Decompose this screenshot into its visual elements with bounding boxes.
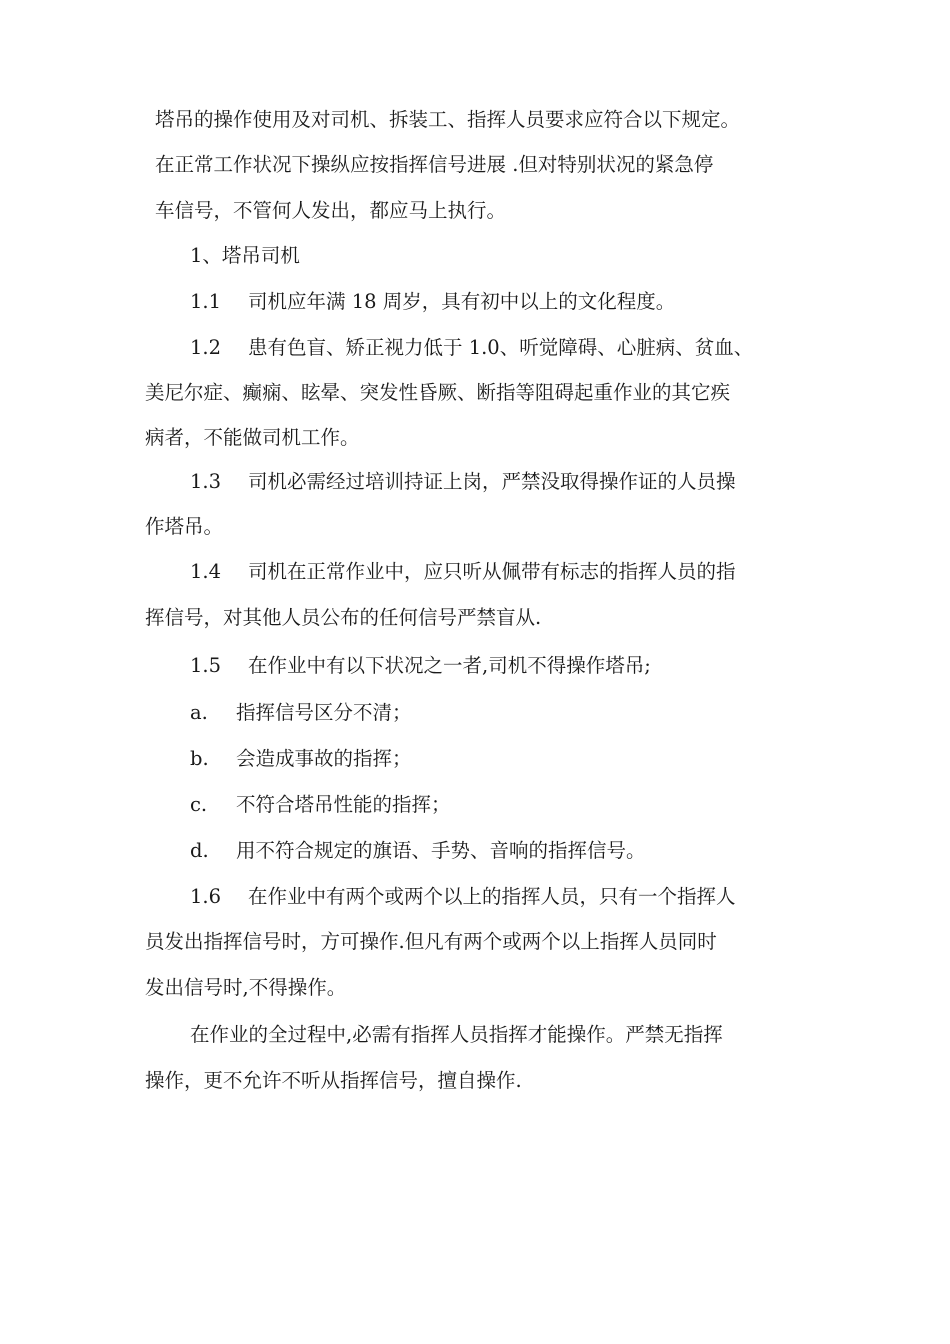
item-1-5: [190, 652, 870, 680]
sub-item-letter: c.: [190, 793, 208, 816]
intro-line: 车信号，不管何人发出，都应马上执行。: [155, 199, 507, 222]
sub-item-text: 不符合塔吊性能的指挥；: [236, 793, 451, 816]
item-number: 1.5: [190, 654, 222, 677]
item-1-1: [190, 288, 870, 316]
sub-item-a: [190, 699, 870, 727]
item-text: 在作业中有两个或两个以上的指挥人员，只有一个指挥人: [248, 885, 736, 908]
sub-item-text: 指挥信号区分不清；: [236, 701, 412, 724]
item-number: 1.4: [190, 560, 222, 583]
sub-item-letter: b.: [190, 747, 209, 770]
sub-item-letter: a.: [190, 701, 208, 724]
item-continuation: 美尼尔症、癫痫、眩晕、突发性昏厥、断指等阻碍起重作业的其它疾: [145, 381, 731, 404]
item-text: 司机必需经过培训持证上岗，严禁没取得操作证的人员操: [248, 470, 736, 493]
item-1-2: [190, 334, 870, 362]
item-text: 司机在正常作业中，应只听从佩带有标志的指挥人员的指: [248, 560, 736, 583]
item-number: 1.1: [190, 290, 222, 313]
item-continuation: 发出信号时,不得操作。: [145, 976, 347, 999]
item-continuation: 员发出指挥信号时，方可操作.但凡有两个或两个以上指挥人员同时: [145, 930, 717, 953]
sub-item-text: 用不符合规定的旗语、手势、音响的指挥信号。: [236, 839, 646, 862]
sub-item-letter: d.: [190, 839, 209, 862]
item-continuation: 病者，不能做司机工作。: [145, 426, 360, 449]
closing-line: 在作业的全过程中,必需有指挥人员指挥才能操作。严禁无指挥: [190, 1023, 723, 1046]
item-text: 在作业中有以下状况之一者,司机不得操作塔吊;: [248, 654, 651, 677]
item-1-6: [190, 883, 870, 911]
item-continuation: 挥信号，对其他人员公布的任何信号严禁盲从.: [145, 606, 542, 629]
sub-item-c: [190, 791, 870, 819]
item-continuation: 作塔吊。: [145, 515, 224, 538]
sub-item-text: 会造成事故的指挥；: [236, 747, 412, 770]
section-heading: 1、塔吊司机: [190, 244, 300, 267]
closing-line: 操作，更不允许不听从指挥信号，擅自操作.: [145, 1069, 522, 1092]
sub-item-b: [190, 745, 870, 773]
sub-item-d: [190, 837, 870, 865]
intro-line: 在正常工作状况下操纵应按指挥信号进展 .但对特别状况的紧急停: [155, 153, 714, 176]
item-1-4: [190, 558, 870, 586]
item-number: 1.3: [190, 470, 222, 493]
item-1-3: [190, 468, 870, 496]
intro-line: 塔吊的操作使用及对司机、拆装工、指挥人员要求应符合以下规定。: [155, 108, 741, 131]
item-text: 司机应年满 18 周岁，具有初中以上的文化程度。: [248, 290, 676, 313]
item-number: 1.6: [190, 885, 222, 908]
item-text: 患有色盲、矫正视力低于 1.0、听觉障碍、心脏病、贫血、: [248, 336, 754, 359]
item-number: 1.2: [190, 336, 222, 359]
